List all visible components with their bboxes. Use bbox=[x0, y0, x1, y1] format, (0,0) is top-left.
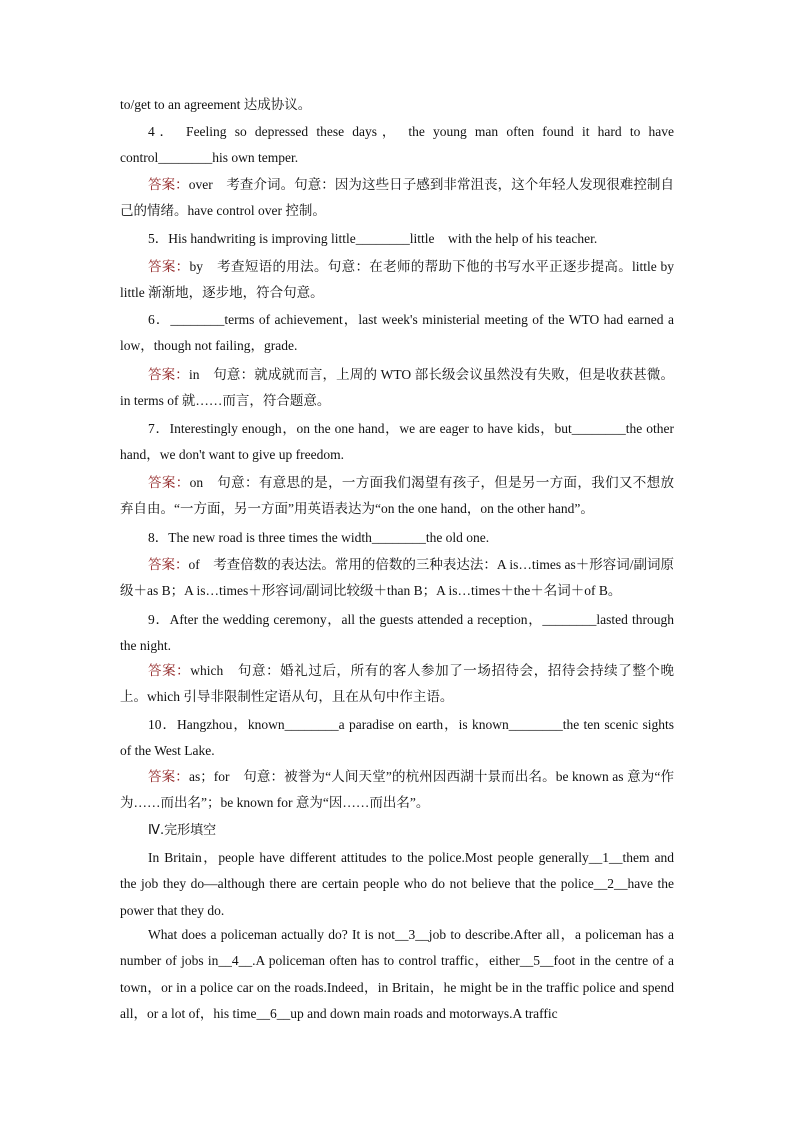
answer-text: as；for 句意：被誉为“人间天堂”的杭州因西湖十景而出名。be known as 意为“作为……而出名”；be known for 意为“因……而出名”。 bbox=[120, 769, 675, 811]
cloze-paragraph-1: In Britain，people have different attitudes to the police.Most people generally__1__them and the job they do—although there are certain people who do not believe that the police__2__have the power that they do. bbox=[120, 850, 674, 918]
answer-label: 答案： bbox=[148, 177, 189, 192]
answer-9 bbox=[120, 658, 674, 711]
question-10: 10．Hangzhou，known________a paradise on earth，is known________the ten scenic sights of the West Lake. bbox=[120, 717, 674, 759]
answer-text: in 句意：就成就而言，上周的 WTO 部长级会议虽然没有失败，但是收获甚微。in terms of 就……而言，符合题意。 bbox=[120, 367, 674, 409]
answer-8 bbox=[120, 552, 674, 605]
answer-label: 答案： bbox=[148, 769, 189, 784]
answer-6 bbox=[120, 362, 674, 415]
answer-4 bbox=[120, 172, 674, 225]
answer-5 bbox=[120, 254, 674, 307]
answer-text: of 考查倍数的表达法。常用的倍数的三种表达法：A is…times as＋形容词/副词原级＋as B；A is…times＋形容词/副词比较级＋than B；A is…times＋the＋名词＋of B。 bbox=[120, 557, 675, 599]
cloze-paragraph-2: What does a policeman actually do? It is not__3__job to describe.After all，a policeman has a number of jobs in__4__.A policeman often has to control traffic，either__5__foot in the centre of a town，or in a police car on the roads.Indeed，in Britain，he might be in the traffic police and spend all，or a lot of，his time__6__up and down main roads and motorways.A traffic bbox=[120, 927, 674, 1022]
answer-text: over 考查介词。句意：因为这些日子感到非常沮丧，这个年轻人发现很难控制自己的情绪。have control over 控制。 bbox=[120, 177, 674, 219]
section-heading: Ⅳ.完形填空 bbox=[148, 823, 217, 838]
answer-label: 答案： bbox=[148, 475, 190, 490]
text-line: to/get to an agreement 达成协议。 bbox=[120, 97, 312, 112]
answer-text: by 考查短语的用法。句意：在老师的帮助下他的书写水平正逐步提高。little by little 渐渐地，逐步地，符合句意。 bbox=[120, 259, 675, 301]
answer-label: 答案： bbox=[148, 367, 189, 382]
answer-label: 答案： bbox=[148, 259, 190, 274]
answer-7 bbox=[120, 470, 674, 523]
question-4: 4． Feeling so depressed these days， the young man often found it hard to have control________his own temper. bbox=[120, 124, 674, 166]
answer-text: which 句意：婚礼过后，所有的客人参加了一场招待会，招待会持续了整个晚上。which 引导非限制性定语从句，且在从句中作主语。 bbox=[120, 663, 674, 705]
answer-label: 答案： bbox=[148, 663, 191, 678]
question-8: 8．The new road is three times the width________the old one. bbox=[148, 530, 490, 545]
question-5: 5．His handwriting is improving little________little with the help of his teacher. bbox=[148, 231, 598, 246]
question-6: 6．________terms of achievement，last week's ministerial meeting of the WTO had earned a low，though not failing，grade. bbox=[120, 312, 674, 354]
answer-10 bbox=[120, 764, 674, 817]
question-9: 9．After the wedding ceremony，all the guests attended a reception，________lasted through the night. bbox=[120, 612, 674, 654]
answer-text: on 句意：有意思的是，一方面我们渴望有孩子，但是另一方面，我们又不想放弃自由。“一方面，另一方面”用英语表达为“on the one hand，on the other hand”。 bbox=[120, 475, 675, 517]
question-7: 7．Interestingly enough，on the one hand，we are eager to have kids，but________the other hand，we don't want to give up freedom. bbox=[120, 421, 674, 463]
answer-label: 答案： bbox=[148, 557, 189, 572]
